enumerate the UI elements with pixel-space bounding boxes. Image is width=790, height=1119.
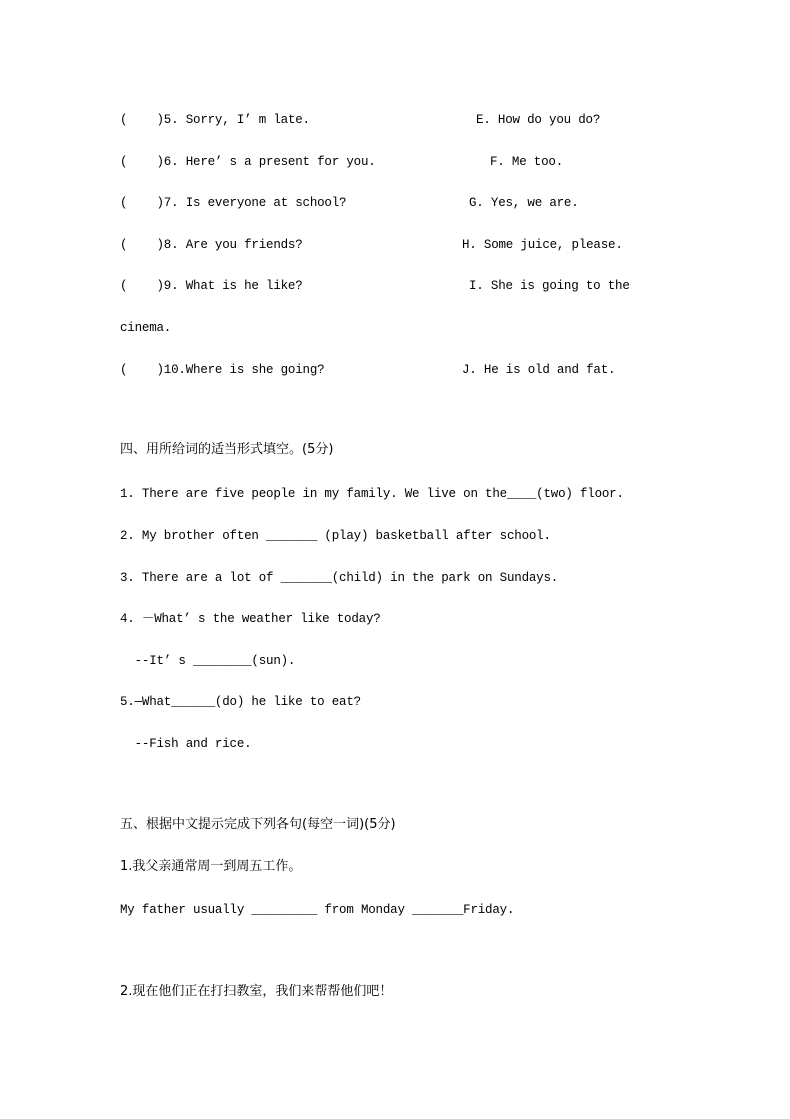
section5-heading: 五、根据中文提示完成下列各句(每空一词)(5分): [120, 817, 396, 832]
match-item-8-answer: H. Some juice, please.: [462, 238, 623, 252]
section5-q1-english: My father usually _________ from Monday _______Friday.: [120, 903, 515, 917]
section4-line-5: 5.—What______(do) he like to eat?: [120, 695, 361, 709]
match-item-7-question: ( )7. Is everyone at school?: [120, 196, 347, 210]
section4-line-4-answer: --It’ s ________(sun).: [120, 654, 296, 668]
section4-heading: 四、用所给词的适当形式填空。(5分): [120, 442, 334, 457]
match-item-9-answer-wrap: cinema.: [120, 321, 172, 335]
match-item-9-question: ( )9. What is he like?: [120, 279, 303, 293]
section4-line-3: 3. There are a lot of _______(child) in the park on Sundays.: [120, 571, 559, 585]
match-item-9-answer: I. She is going to the: [469, 279, 630, 293]
match-item-10-question: ( )10.Where is she going?: [120, 363, 325, 377]
match-item-5-question: ( )5. Sorry, I’ m late.: [120, 113, 310, 127]
section4-line-4: 4. －What’ s the weather like today?: [120, 612, 381, 626]
match-item-7-answer: G. Yes, we are.: [469, 196, 579, 210]
match-item-8-question: ( )8. Are you friends?: [120, 238, 303, 252]
section4-line-1: 1. There are five people in my family. We live on the____(two) floor.: [120, 487, 624, 501]
match-item-6-question: ( )6. Here’ s a present for you.: [120, 155, 376, 169]
match-item-10-answer: J. He is old and fat.: [462, 363, 616, 377]
section4-line-2: 2. My brother often _______ (play) basketball after school.: [120, 529, 551, 543]
section5-q1-chinese: 1.我父亲通常周一到周五工作。: [120, 859, 302, 874]
section5-q2-chinese: 2.现在他们正在打扫教室，我们来帮帮他们吧！: [120, 984, 393, 999]
section4-line-5-answer: --Fish and rice.: [120, 737, 252, 751]
match-item-5-answer: E. How do you do?: [476, 113, 601, 127]
match-item-6-answer: F. Me too.: [490, 155, 564, 169]
